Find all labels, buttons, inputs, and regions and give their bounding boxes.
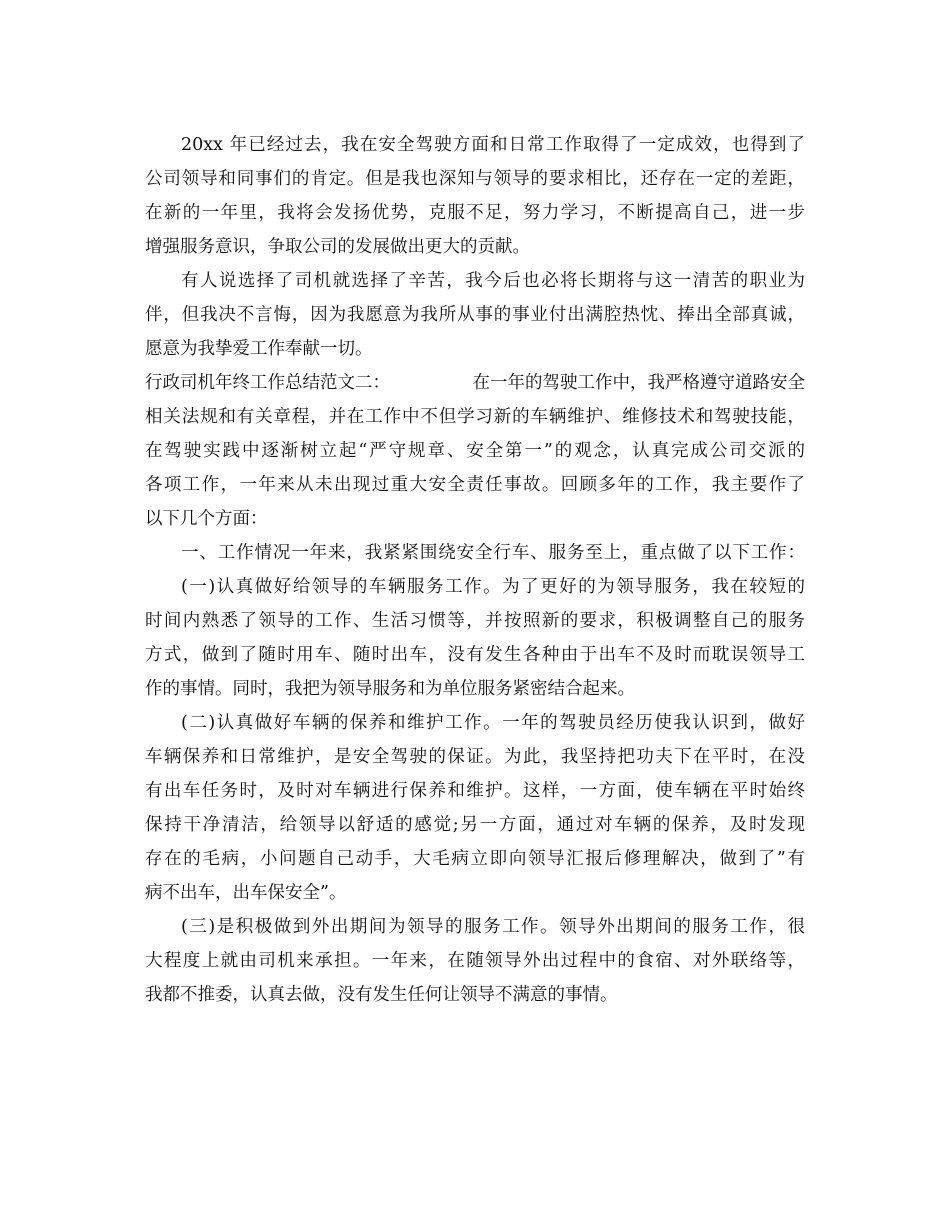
text-line: 各项工作，一年来从未出现过重大安全责任事故。回顾多年的工作，我主要作了 xyxy=(145,475,805,495)
text-line: 方式，做到了随时用车、随时出车，没有发生各种由于出车不及时而耽误领导工 xyxy=(145,645,805,665)
paragraph xyxy=(145,264,805,366)
paragraph xyxy=(145,570,805,706)
text-line: (三)是积极做到外出期间为领导的服务工作。领导外出期间的服务工作，很 xyxy=(181,917,805,937)
text-line: 以下几个方面： xyxy=(145,509,268,529)
section-heading-continuation: 在一年的驾驶工作中，我严格遵守道路安全 xyxy=(472,373,805,393)
text-line: 时间内熟悉了领导的工作、生活习惯等，并按照新的要求，积极调整自己的服务 xyxy=(145,611,805,631)
text-line: 相关法规和有关章程，并在工作中不但学习新的车辆维护、维修技术和驾驶技能， xyxy=(145,407,805,427)
text-line: 车辆保养和日常维护，是安全驾驶的保证。为此，我坚持把功夫下在平时，在没 xyxy=(145,747,805,767)
paragraph xyxy=(145,910,805,1012)
text-line: 增强服务意识，争取公司的发展做出更大的贡献。 xyxy=(145,237,530,257)
paragraph xyxy=(145,366,805,536)
text-line: 伴，但我决不言悔，因为我愿意为我所从事的事业付出满腔热忱、捧出全部真诚， xyxy=(145,305,805,325)
text-line: 保持干净清洁，给领导以舒适的感觉;另一方面，通过对车辆的保养，及时发现 xyxy=(145,815,805,835)
text-line: 我都不推委，认真去做，没有发生任何让领导不满意的事情。 xyxy=(145,985,618,1005)
text-line: 病不出车，出车保安全”。 xyxy=(145,883,347,903)
text-line: 一、工作情况一年来，我紧紧围绕安全行车、服务至上，重点做了以下工作： xyxy=(181,543,805,563)
text-line: 有出车任务时，及时对车辆进行保养和维护。这样，一方面，使车辆在平时始终 xyxy=(145,781,805,801)
text-line: 在新的一年里，我将会发扬优势，克服不足，努力学习，不断提高自己，进一步 xyxy=(145,203,805,223)
section-heading: 行政司机年终工作总结范文二： xyxy=(145,373,390,393)
paragraph xyxy=(145,536,805,570)
paragraph xyxy=(145,128,805,264)
text-line: 作的事情。同时，我把为领导服务和为单位服务紧密结合起来。 xyxy=(145,679,635,699)
paragraph xyxy=(145,706,805,910)
section-heading-line xyxy=(145,366,805,400)
text-line: 愿意为我挚爱工作奉献一切。 xyxy=(145,339,373,359)
text-line: 20xx 年已经过去，我在安全驾驶方面和日常工作取得了一定成效，也得到了 xyxy=(181,135,805,155)
text-line: (二)认真做好车辆的保养和维护工作。一年的驾驶员经历使我认识到，做好 xyxy=(181,713,805,733)
text-line: 在驾驶实践中逐渐树立起“严守规章、安全第一”的观念，认真完成公司交派的 xyxy=(145,441,805,461)
text-line: 大程度上就由司机来承担。一年来，在随领导外出过程中的食宿、对外联络等， xyxy=(145,951,805,971)
text-line: (一)认真做好给领导的车辆服务工作。为了更好的为领导服务，我在较短的 xyxy=(181,577,805,597)
text-line: 公司领导和同事们的肯定。但是我也深知与领导的要求相比，还存在一定的差距， xyxy=(145,169,805,189)
document-body xyxy=(145,128,805,1012)
text-line: 存在的毛病，小问题自己动手，大毛病立即向领导汇报后修理解决，做到了”有 xyxy=(145,849,805,869)
text-line: 有人说选择了司机就选择了辛苦，我今后也必将长期将与这一清苦的职业为 xyxy=(181,271,805,291)
